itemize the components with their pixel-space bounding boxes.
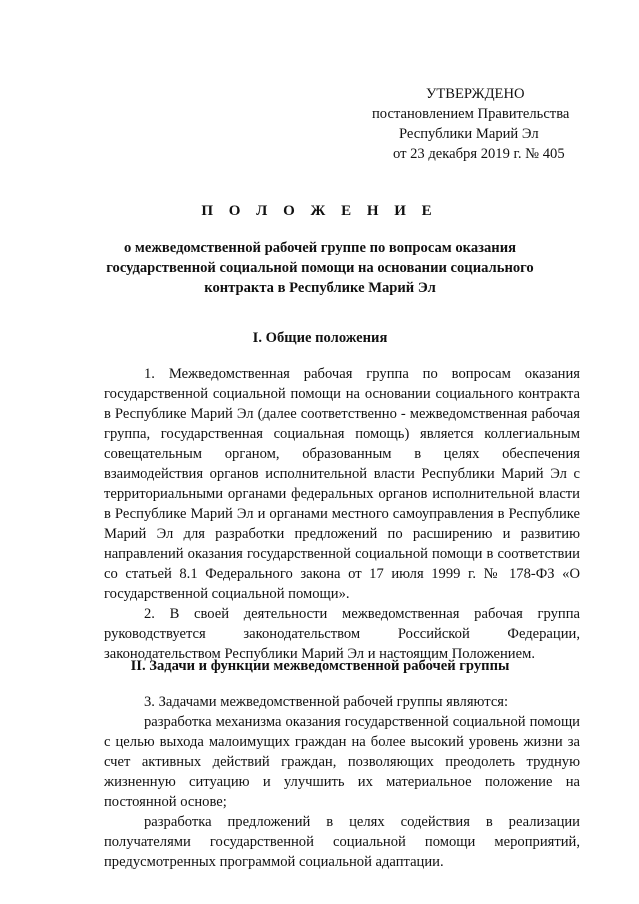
paragraph-5: разработка предложений в целях содействия в реализации получателями государственной социальной помощи мероприятий, предусмотренных программой социальной адаптации. [104,814,580,870]
paragraph-1: 1. Межведомственная рабочая группа по вопросам оказания государственной социальной помощи на основании социального контракта в Республике Марий Эл (далее соответственно - межведомственная рабочая группа, государственная социальная помощь) является коллегиальным совещательным органом, образованным в целях обеспечения взаимодействия органов исполнительной власти Республики Марий Эл с территориальными органами федеральных органов исполнительной власти в Республике Марий Эл и органами местного самоуправления в Республике Марий Эл для разработки предложений по расширению и развитию направлений оказания государственной социальной помощи в соответствии со статьей 8.1 Федерального закона от 17 июля 1999 г. № 178-ФЗ «О государственной социальной помощи». [104,366,580,602]
approval-line-3: от 23 декабря 2019 г. № 405 [393,146,565,162]
section-2-body [104,692,580,872]
paragraph-2: 2. В своей деятельности межведомственная рабочая группа руководствуется законодательством Российской Федерации, законодательством Республики Марий Эл и настоящим Положением. [104,606,580,662]
section-2-heading: II. Задачи и функции межведомственной рабочей группы [130,658,510,674]
approval-line-1: постановлением Правительства [372,106,570,122]
approval-line-2: Республики Марий Эл [399,126,539,142]
approval-heading: УТВЕРЖДЕНО [426,86,525,102]
document-subtitle: о межведомственной рабочей группе по вопросам оказания государственной социальной помощи на основании социального контракта в Республике Марий Эл [106,240,534,296]
approval-stamp [372,84,612,164]
paragraph-3: 3. Задачами межведомственной рабочей группы являются: [144,694,509,710]
section-1-heading: I. Общие положения [252,330,388,346]
document-title: П О Л О Ж Е Н И Е [201,203,438,219]
paragraph-4: разработка механизма оказания государственной социальной помощи с целью выхода малоимущих граждан на более высокий уровень жизни за счет активных действий граждан, позволяющих преодолеть трудную жизненную ситуацию и улучшить их материальное положение на постоянной основе; [104,714,580,810]
section-1-body [104,364,580,664]
